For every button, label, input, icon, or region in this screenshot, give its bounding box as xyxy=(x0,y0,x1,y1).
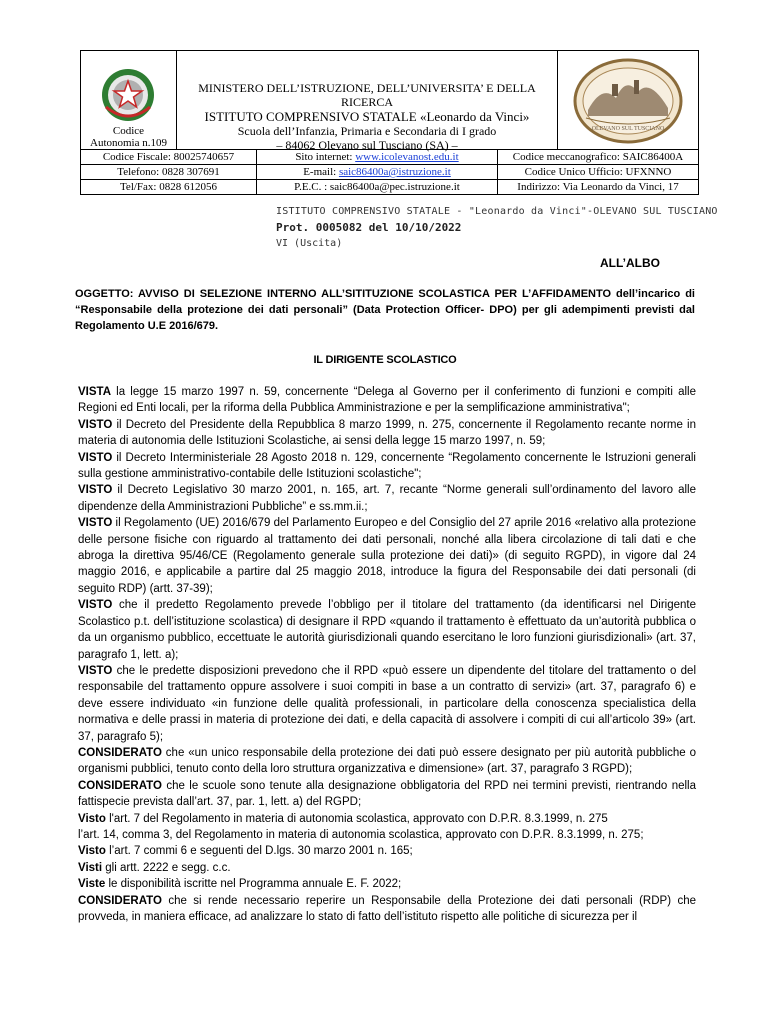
paragraph-lead: VISTO xyxy=(78,418,113,431)
paragraph-lead: VISTO xyxy=(78,599,113,612)
albo-heading: ALL’ALBO xyxy=(600,256,660,270)
paragraph-text: le disponibilità iscritte nel Programma annuale E. F. 2022; xyxy=(105,878,402,891)
pec-address: P.E.C. : saic86400a@pec.istruzione.it xyxy=(257,180,498,194)
document-body xyxy=(78,384,696,925)
paragraph xyxy=(78,860,696,876)
paragraph-text: che il predetto Regolamento prevede l’obbligo per il titolare del trattamento (da identificarsi nel Dirigente Scolastico p.t. dell’istituzione scolastica) di designare il RPD «quando il trattamento è effettuato da un’autorità pubblica o da un organismo pubblico, eccettuate le autorità giurisdizionali quando esercitano le loro funzioni giurisdizionali» (art. 37, paragrafo 1, lett. a); xyxy=(78,599,696,661)
paragraph xyxy=(78,843,696,859)
paragraph-lead: VISTO xyxy=(78,517,113,530)
paragraph-lead: Viste xyxy=(78,878,106,891)
section-heading: IL DIRIGENTE SCOLASTICO xyxy=(313,354,457,366)
paragraph-text: l’art. 7 commi 6 e seguenti del D.lgs. 30 marzo 2001 n. 165; xyxy=(105,845,413,858)
paragraph-lead: VISTA xyxy=(78,386,112,398)
stamp-institute: ISTITUTO COMPRENSIVO STATALE - "Leonardo da Vinci"-OLEVANO SUL TUSCIANO xyxy=(276,206,718,217)
codice-label: Codice xyxy=(112,125,145,137)
paragraph-text: gli artt. 2222 e segg. c.c. xyxy=(102,861,231,874)
paragraph xyxy=(78,876,696,892)
autonomia-number: Autonomia n.109 xyxy=(90,137,167,149)
logo-caption: OLEVANO SUL TUSCIANO xyxy=(591,126,665,132)
letterhead-title-block xyxy=(177,51,557,152)
email-cell xyxy=(257,165,498,180)
paragraph-lead: CONSIDERATO xyxy=(78,779,162,792)
website-cell xyxy=(257,150,498,165)
paragraph-lead: VISTO xyxy=(78,451,113,464)
italian-emblem-icon xyxy=(100,67,156,123)
paragraph xyxy=(78,450,696,483)
paragraph xyxy=(78,515,696,597)
stamp-protocol-number: Prot. 0005082 del 10/10/2022 xyxy=(276,221,462,234)
paragraph xyxy=(78,482,696,515)
paragraph-text: che si rende necessario reperire un Responsabile della Protezione dei dati personali (RDP) che provveda, in maniera efficace, ad analizzare lo stato di fatto dell’istituto rispetto alle politiche di sicurezza per il xyxy=(78,894,696,923)
letterhead-contact-grid xyxy=(81,150,698,194)
paragraph-lead: VISTO xyxy=(78,664,113,677)
paragraph-text: la legge 15 marzo 1997 n. 59, concernente “Delega al Governo per il conferimento di funzioni e compiti alle Regioni ed Enti locali, per la riforma della Pubblica Amministrazione e per la semplificazione amministrativa"; xyxy=(78,386,696,415)
paragraph xyxy=(78,893,696,926)
mechanographic-code: Codice meccanografico: SAIC86400A xyxy=(498,150,698,165)
office-code: Codice Unico Ufficio: UFXNNO xyxy=(498,165,698,180)
paragraph-lead: Visti xyxy=(78,861,103,874)
email-label: E-mail: xyxy=(303,166,339,178)
school-levels: Scuola dell’Infanzia, Primaria e Secondaria di I grado xyxy=(237,124,497,138)
letterhead-top xyxy=(81,51,698,150)
letterhead-right-cell xyxy=(557,51,698,149)
paragraph-text: il Regolamento (UE) 2016/679 del Parlamento Europeo e del Consiglio del 27 aprile 2016 «relativo alla protezione delle persone fisiche con riguardo al trattamento dei dati personali, nonché alla libera circolazione di tali dati e che abroga la direttiva 95/46/CE (Regolamento generale sulla protezione dei dati)» (di seguito RGPD), in vigore dal 24 maggio 2016, e applicabile a partire dal 25 maggio 2018, introduce la figura del Responsabile dei dati personali (di seguito RDP) (artt. 37-39); xyxy=(78,517,696,595)
fiscal-code: Codice Fiscale: 80025740657 xyxy=(81,150,257,165)
paragraph-text: il Decreto Interministeriale 28 Agosto 2018 n. 129, concernente “Regolamento concernente le Istruzioni generali sulla gestione amministrativo-contabile delle Istituzioni scolastiche"; xyxy=(78,451,696,481)
phone: Telefono: 0828 307691 xyxy=(81,165,257,180)
paragraph xyxy=(78,417,696,450)
paragraph-text: il Decreto Legislativo 30 marzo 2001, n. 165, art. 7, recante “Norme generali sull’ordinamento del lavoro alle dipendenze della Amministrazioni Pubbliche” e ss.mm.ii.; xyxy=(78,484,696,513)
protocol-stamp xyxy=(276,204,718,252)
institute-name: ISTITUTO COMPRENSIVO STATALE «Leonardo da Vinci» xyxy=(204,109,530,124)
stamp-direction: VI (Uscita) xyxy=(276,238,343,249)
email-link[interactable]: saic86400a@istruzione.it xyxy=(338,166,451,178)
codice-autonomia xyxy=(81,125,176,149)
town-logo-icon xyxy=(572,58,684,144)
subject-paragraph: OGGETTO: AVVISO DI SELEZIONE INTERNO ALL’SITITUZIONE SCOLASTICA PER L’AFFIDAMENTO dell’incarico di “Responsabile della protezione dei dati personali” (Data Protection Officer- DPO) per gli adempimenti previsti dal Regolamento U.E 2016/679. xyxy=(75,288,695,332)
paragraph-text: il Decreto del Presidente della Repubblica 8 marzo 1999, n. 275, concernente il Regolamento recante norme in materia di autonomia delle Istituzioni Scolastiche, ai sensi della legge 15 marzo 1997, n. 59; xyxy=(78,418,696,448)
ministry-name: MINISTERO DELL’ISTRUZIONE, DELL’UNIVERSITA’ E DELLA RICERCA xyxy=(198,81,536,109)
paragraph-lead: Visto xyxy=(78,812,106,825)
fax: Tel/Fax: 0828 612056 xyxy=(81,180,257,194)
website-link[interactable]: www.icolevanost.edu.it xyxy=(355,151,459,163)
paragraph-text: che «un unico responsabile della protezione dei dati può essere designato per più autorità pubbliche o organismi pubblici, tenuto conto della loro struttura organizzativa e dimensione» (art. 37, paragrafo 3 RGPD); xyxy=(78,746,696,776)
paragraph-lead: Visto xyxy=(78,845,106,858)
paragraph xyxy=(78,597,696,663)
paragraph xyxy=(78,778,696,811)
letterhead-left-cell xyxy=(81,51,177,149)
school-address: – 84062 Olevano sul Tusciano (SA) – xyxy=(276,138,458,152)
paragraph-text: l'art. 7 del Regolamento in materia di autonomia scolastica, approvato con D.P.R. 8.3.1999, n. 275 xyxy=(105,812,608,825)
letterhead xyxy=(80,50,699,195)
paragraph xyxy=(78,384,696,417)
paragraph-lead: VISTO xyxy=(78,484,113,497)
paragraph-lead: CONSIDERATO xyxy=(78,894,162,907)
street-address: Indirizzo: Via Leonardo da Vinci, 17 xyxy=(517,181,679,193)
paragraph xyxy=(78,827,696,843)
paragraph-text: che le scuole sono tenute alla designazione obbligatoria del RPD nei termini previsti, rientrando nella fattispecie prevista dall’art. 37, par. 1, lett. a) del RGPD; xyxy=(78,779,696,809)
paragraph-lead: CONSIDERATO xyxy=(78,746,162,759)
paragraph xyxy=(78,663,696,745)
website-label: Sito internet: xyxy=(295,151,356,163)
paragraph-text: l’art. 14, comma 3, del Regolamento in materia di autonomia scolastica, approvato con D.P.R. 8.3.1999, n. 275; xyxy=(78,828,644,841)
paragraph xyxy=(78,811,696,827)
paragraph xyxy=(78,745,696,778)
paragraph-text: che le predette disposizioni prevedono che il RPD «può essere un dipendente del titolare del trattamento o del responsabile del trattamento oppure assolvere i suoi compiti in base a un contratto di servizi» (art. 37, paragrafo 6) e deve essere individuato «in funzione delle qualità professionali, in particolare della conoscenza specialistica della normativa e delle prassi in materia di protezione dei dati, e della capacità di assolvere i compiti di cui all’articolo 39» (art. 37, paragrafo 5); xyxy=(78,664,696,743)
